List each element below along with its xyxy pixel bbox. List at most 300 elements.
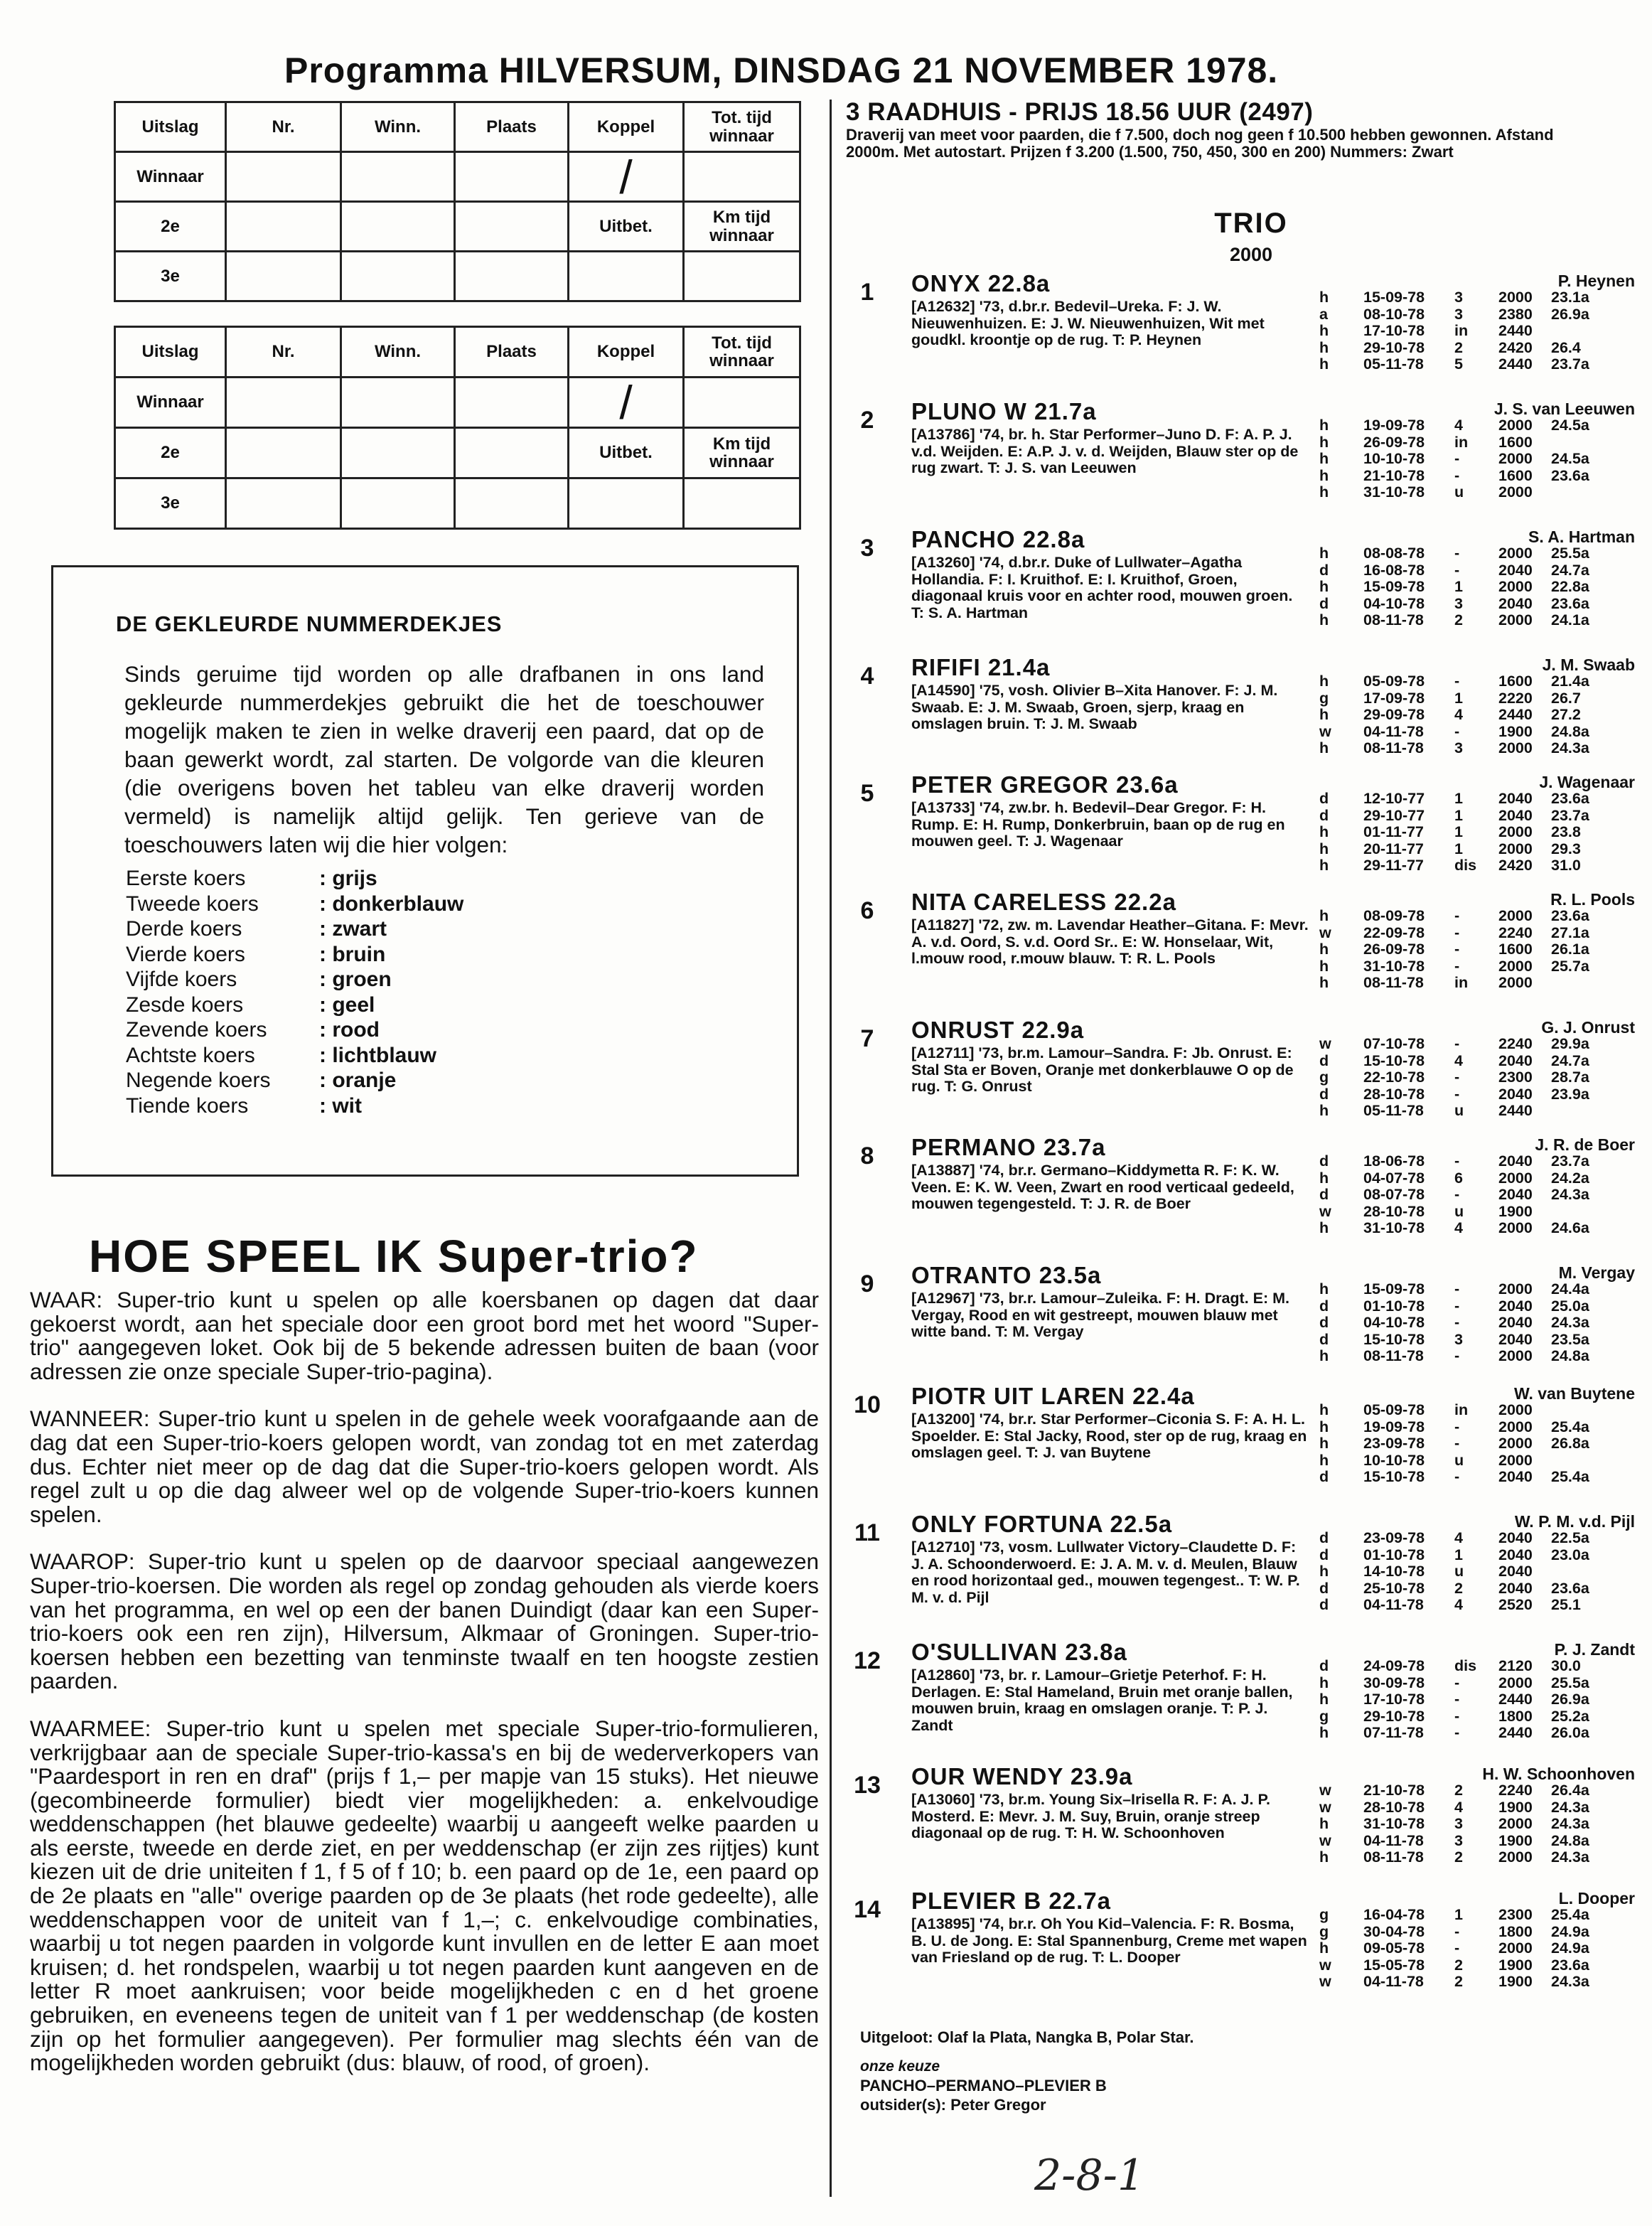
- result-pl: u: [1454, 1202, 1464, 1220]
- result-pl: -: [1454, 545, 1460, 562]
- result-dt: 04-07-78: [1363, 1169, 1425, 1187]
- result-row: [1319, 356, 1608, 373]
- result-tm: 24.5a: [1551, 417, 1589, 434]
- result-tr: w: [1319, 1798, 1331, 1816]
- result-pl: 3: [1454, 594, 1463, 612]
- result-dt: 01-10-78: [1363, 1297, 1425, 1315]
- cell-empty: [341, 152, 455, 202]
- result-tm: 24.7a: [1551, 1052, 1589, 1069]
- result-tm: 24.8a: [1551, 722, 1589, 740]
- result-tm: 23.6a: [1551, 907, 1589, 924]
- result-ds: 2000: [1498, 483, 1533, 501]
- result-tr: d: [1319, 594, 1329, 612]
- result-dt: 22-10-78: [1363, 1069, 1425, 1086]
- result-tm: 26.9a: [1551, 1691, 1589, 1708]
- result-dt: 10-10-78: [1363, 1451, 1425, 1469]
- result-row: [1319, 1053, 1608, 1070]
- result-pl: 4: [1454, 1052, 1463, 1069]
- result-tm: 29.9a: [1551, 1035, 1589, 1052]
- result-tr: h: [1319, 545, 1329, 562]
- result-pl: -: [1454, 1085, 1460, 1103]
- result-tr: h: [1319, 433, 1329, 451]
- result-tr: d: [1319, 806, 1329, 824]
- result-tm: 24.3a: [1551, 1973, 1589, 1990]
- result-pl: -: [1454, 1674, 1460, 1691]
- result-dt: 31-10-78: [1363, 957, 1425, 975]
- horse-results: [1319, 1658, 1608, 1742]
- color-row: [126, 1068, 463, 1093]
- result-tm: 27.2: [1551, 706, 1581, 723]
- horse-entry: [846, 270, 1642, 377]
- result-pl: -: [1454, 1922, 1460, 1940]
- result-dt: 15-10-78: [1363, 1468, 1425, 1485]
- horse-description: [A12710] '73, vosm. Lullwater Victory–Claudette D. F: J. A. Schoonderwoerd. E: J. A. M. v. d. Meulen, Blauw en rood horizontaal ged., mouwen tegengest.. T: W. P. M. v. d. Pijl: [911, 1539, 1300, 1606]
- result-pl: 4: [1454, 1529, 1463, 1546]
- result-ds: 2000: [1498, 1169, 1533, 1187]
- result-tr: h: [1319, 322, 1329, 339]
- result-pl: -: [1454, 941, 1460, 958]
- horse-name: OUR WENDY 23.9a: [911, 1763, 1133, 1789]
- result-tr: d: [1319, 790, 1329, 807]
- result-pl: -: [1454, 1418, 1460, 1435]
- result-ds: 2040: [1498, 1314, 1533, 1331]
- result-tr: w: [1319, 1831, 1331, 1849]
- result-tm: 29.3: [1551, 840, 1581, 857]
- result-tr: a: [1319, 305, 1328, 323]
- result-dt: 23-09-78: [1363, 1435, 1425, 1452]
- result-ds: 1900: [1498, 1202, 1533, 1220]
- horse-results: [1319, 673, 1608, 757]
- cell-empty: [684, 152, 800, 202]
- result-row: [1319, 1435, 1608, 1452]
- result-tm: 25.7a: [1551, 957, 1589, 975]
- result-tm: 23.6a: [1551, 466, 1589, 484]
- race-description: Draverij van meet voor paarden, die f 7.500, doch nog geen f 10.500 hebben gewonnen. Afstand 2000m. Met autostart. Prijzen f 3.200 (1.500, 750, 450, 300 en 200) Nummers: Zwart: [846, 126, 1554, 161]
- result-tr: d: [1319, 1468, 1329, 1485]
- supertrio-body: [30, 1288, 819, 2099]
- result-row: [1319, 1782, 1608, 1799]
- cell-empty: [226, 428, 341, 478]
- result-tm: 21.4a: [1551, 673, 1589, 690]
- color-row: [126, 866, 463, 892]
- result-row: [1319, 1036, 1608, 1053]
- horse-name: ONLY FORTUNA 22.5a: [911, 1511, 1173, 1537]
- result-tr: d: [1319, 1579, 1329, 1597]
- result-tr: h: [1319, 338, 1329, 356]
- result-row: [1319, 1940, 1608, 1957]
- result-ds: 2440: [1498, 1691, 1533, 1708]
- result-pl: -: [1454, 1347, 1460, 1364]
- result-tm: 23.6a: [1551, 1956, 1589, 1974]
- result-ds: 2000: [1498, 1815, 1533, 1832]
- result-tr: h: [1319, 1674, 1329, 1691]
- horse-trainer: J. S. van Leeuwen: [1493, 400, 1635, 418]
- result-tm: 24.3a: [1551, 1848, 1589, 1866]
- result-pl: -: [1454, 673, 1460, 690]
- result-tr: h: [1319, 1280, 1329, 1297]
- horse-number: 2: [860, 407, 874, 434]
- result-row: [1319, 958, 1608, 975]
- result-dt: 15-05-78: [1363, 1956, 1425, 1974]
- result-pl: -: [1454, 450, 1460, 467]
- result-ds: 2040: [1498, 1052, 1533, 1069]
- result-row: [1319, 808, 1608, 825]
- row-3e: 3e: [115, 252, 226, 301]
- result-tr: h: [1319, 1347, 1329, 1364]
- result-pl: 3: [1454, 739, 1463, 756]
- result-pl: u: [1454, 1451, 1464, 1469]
- result-dt: 26-09-78: [1363, 941, 1425, 958]
- kleur-value: : donkerblauw: [319, 892, 464, 916]
- result-tm: 31.0: [1551, 857, 1581, 874]
- result-dt: 17-10-78: [1363, 322, 1425, 339]
- cell-empty: [226, 252, 341, 301]
- result-ds: 2040: [1498, 1546, 1533, 1563]
- result-ds: 1600: [1498, 941, 1533, 958]
- result-dt: 31-10-78: [1363, 1815, 1425, 1832]
- result-ds: 2000: [1498, 578, 1533, 595]
- cell-empty: [341, 378, 455, 428]
- paragraph-waarmee: WAARMEE: Super-trio kunt u spelen met speciale Super-trio-formulieren, verkrijgbaar aan de speciale Super-trio-kassa's en bij de wederverkopers van "Paardesport in ren en draf" (prijs f 1,– per mapje van 15 stuks). Het nieuwe (gecombineerde formulier) biedt vier mogelijkheden: a. enkelvoudige weddenschappen (het blauwe gedeelte) waarbij u aangeeft welke paarden u als eerste, tweede en derde ziet, en per weddenschap (er zijn zes rijtjes) kunt kiezen uit de drie uniteiten f 1, f 5 of f 10; b. een paard op de 1e, een paard op de 2e plaats en "alle" overige paarden op de 3e plaats (het rode gedeelte), alle weddenschappen voor de uniteit van f 1,–; c. enkelvoudige combinaties, waarbij u tot negen paarden in volgorde kunt invullen en de letter E aan moet kruisen; d. het rondspelen, waarbij u tot negen paarden kunt aangeven en de letter R moet aankruisen; voor beide mogelijkheden c en d het groene gebruiken, en eveneens tegen de uniteit van f 1 per weddenschap (de kosten zijn op het formulier aangegeven). Per formulier mag slechts één van de mogelijkheden worden gebruikt (dus: blauw, of rood, of groen).: [30, 1715, 819, 2076]
- result-ds: 2000: [1498, 545, 1533, 562]
- horse-name: PETER GREGOR 23.6a: [911, 771, 1179, 798]
- horse-description: [A13895] '74, br.r. Oh You Kid–Valencia. F: R. Bosma, B. U. de Jong. E: Stal Spannenburg, Creme met wapen van Friesland op de rug. T: L. Dooper: [911, 1915, 1307, 1966]
- koers-label: Zesde koers: [126, 992, 244, 1017]
- result-tr: h: [1319, 289, 1329, 306]
- box-title: DE GEKLEURDE NUMMERDEKJES: [116, 611, 503, 636]
- result-ds: 2440: [1498, 706, 1533, 723]
- result-dt: 04-11-78: [1363, 722, 1424, 740]
- result-dt: 21-10-78: [1363, 1782, 1425, 1799]
- result-tm: 25.4a: [1551, 1418, 1589, 1435]
- result-dt: 21-10-78: [1363, 466, 1425, 484]
- color-row: [126, 1043, 463, 1069]
- color-row: [126, 892, 463, 917]
- result-row: [1319, 1220, 1608, 1237]
- result-tm: 24.3a: [1551, 1314, 1589, 1331]
- header-koppel: Koppel: [569, 102, 684, 152]
- result-pl: dis: [1454, 1657, 1477, 1674]
- horse-number: 11: [854, 1519, 880, 1546]
- horse-trainer: P. J. Zandt: [1554, 1640, 1635, 1659]
- horse-number: 1: [860, 279, 874, 306]
- horse-description: [A14590] '75, vosh. Olivier B–Xita Hanover. F: J. M. Swaab. E: J. M. Swaab, Groen, sjerp, kraag en omslagen bruin. T: J. M. Swaab: [911, 682, 1278, 732]
- result-tm: 22.5a: [1551, 1529, 1589, 1546]
- result-ds: 2040: [1498, 1152, 1533, 1170]
- header-winn: Winn.: [341, 102, 455, 152]
- result-dt: 08-11-78: [1363, 1848, 1424, 1866]
- kleur-value: : wit: [319, 1093, 362, 1118]
- result-ds: 2420: [1498, 857, 1533, 874]
- result-tr: g: [1319, 1922, 1329, 1940]
- result-ds: 2040: [1498, 1330, 1533, 1348]
- result-ds: 2040: [1498, 806, 1533, 824]
- cell-empty: [569, 252, 684, 301]
- result-dt: 18-06-78: [1363, 1152, 1425, 1170]
- result-row: [1319, 1170, 1608, 1187]
- result-pl: -: [1454, 1691, 1460, 1708]
- result-tr: g: [1319, 1707, 1329, 1725]
- result-pl: -: [1454, 907, 1460, 924]
- result-tr: d: [1319, 1546, 1329, 1563]
- result-row: [1319, 289, 1608, 306]
- header-uitslag: Uitslag: [115, 102, 226, 152]
- result-tr: d: [1319, 1314, 1329, 1331]
- koers-label: Derde koers: [126, 917, 242, 941]
- horse-trainer: W. van Buytene: [1514, 1384, 1635, 1403]
- horse-description: [A13733] '74, zw.br. h. Bedevil–Dear Gregor. F: H. Rump. E: H. Rump, Donkerbruin, baan op de rug en mouwen geel. T: J. Wagenaar: [911, 799, 1285, 850]
- result-ds: 2000: [1498, 1219, 1533, 1236]
- kleur-value: : zwart: [319, 917, 387, 941]
- horse-name: ONYX 22.8a: [911, 270, 1051, 296]
- result-tr: d: [1319, 1297, 1329, 1315]
- horse-trainer: S. A. Hartman: [1528, 528, 1635, 546]
- result-row: [1319, 1597, 1608, 1614]
- result-tm: 25.4a: [1551, 1468, 1589, 1485]
- result-pl: 3: [1454, 1330, 1463, 1348]
- result-pl: -: [1454, 1314, 1460, 1331]
- horse-results: [1319, 1036, 1608, 1120]
- result-ds: 2000: [1498, 1939, 1533, 1957]
- header-nr: Nr.: [226, 327, 341, 378]
- cell-empty: [455, 478, 569, 529]
- horse-results: [1319, 1153, 1608, 1237]
- label-km-tijd: Km tijd winnaar: [684, 428, 800, 478]
- result-ds: 2040: [1498, 594, 1533, 612]
- result-tm: 26.4: [1551, 338, 1581, 356]
- result-ds: 2000: [1498, 823, 1533, 840]
- horse-description: [A13060] '73, br.m. Young Six–Irisella R. F: A. J. P. Mosterd. E: Mevr. J. M. Suy, Bruin, oranje streep diagonaal op de rug. T: H. W. Schoonhoven: [911, 1791, 1270, 1841]
- result-tm: 25.5a: [1551, 545, 1589, 562]
- result-dt: 17-10-78: [1363, 1691, 1425, 1708]
- result-tr: h: [1319, 417, 1329, 434]
- result-ds: 1800: [1498, 1922, 1533, 1940]
- result-dt: 29-09-78: [1363, 706, 1425, 723]
- horse-description: [A12632] '73, d.br.r. Bedevil–Ureka. F: J. W. Nieuwenhuizen. E: J. W. Nieuwenhuizen, Wit met goudkl. kroontje op de rug. T: P. Heynen: [911, 298, 1265, 348]
- result-ds: 2000: [1498, 1451, 1533, 1469]
- horse-trainer: J. R. de Boer: [1535, 1135, 1635, 1154]
- result-ds: 2420: [1498, 338, 1533, 356]
- result-tm: 24.5a: [1551, 450, 1589, 467]
- result-pl: 3: [1454, 289, 1463, 306]
- horse-number: 4: [860, 663, 874, 690]
- result-dt: 19-09-78: [1363, 417, 1425, 434]
- result-dt: 28-10-78: [1363, 1202, 1425, 1220]
- cell-empty: [226, 378, 341, 428]
- result-tm: [1551, 1103, 1608, 1120]
- result-tr: h: [1319, 1418, 1329, 1435]
- result-row: [1319, 740, 1608, 757]
- horse-entry: [846, 1763, 1642, 1870]
- result-tm: 23.8: [1551, 823, 1581, 840]
- result-pl: 2: [1454, 338, 1463, 356]
- result-ds: 1800: [1498, 1707, 1533, 1725]
- kleur-value: : grijs: [319, 867, 377, 890]
- result-ds: 2040: [1498, 561, 1533, 579]
- result-pl: -: [1454, 1724, 1460, 1741]
- result-row: [1319, 1069, 1608, 1086]
- result-dt: 14-10-78: [1363, 1563, 1425, 1580]
- result-ds: 2040: [1498, 1297, 1533, 1315]
- result-ds: 2240: [1498, 1782, 1533, 1799]
- result-dt: 19-09-78: [1363, 1418, 1425, 1435]
- result-ds: 2000: [1498, 974, 1533, 991]
- horse-results: [1319, 1907, 1608, 1991]
- trio-title: TRIO: [1214, 208, 1288, 239]
- result-dt: 24-09-78: [1363, 1657, 1425, 1674]
- result-dt: 04-10-78: [1363, 1314, 1425, 1331]
- result-ds: 2240: [1498, 924, 1533, 941]
- cell-empty: [684, 478, 800, 529]
- result-tr: h: [1319, 1691, 1329, 1708]
- horse-results: [1319, 289, 1608, 373]
- result-row: [1319, 1833, 1608, 1850]
- cell-empty: [226, 152, 341, 202]
- horse-entry: [846, 526, 1642, 633]
- paragraph-waarop: WAAROP: Super-trio kunt u spelen op de daarvoor speciaal aangewezen Super-trio-koersen. Die worden als regel op zondag gehouden als vierde koers van het programma, en wel op een der banen Duindigt (daar kan een Super-trio-koers ook een ren zijn), Hilversum, Alkmaar of Groningen. Super-trio-koersen hebben een bezetting van tenminste twaalf en ten hoogste zestien paarden.: [30, 1548, 819, 1694]
- result-pl: -: [1454, 1707, 1460, 1725]
- result-tm: [1551, 1563, 1608, 1580]
- result-dt: 29-10-78: [1363, 1707, 1425, 1725]
- result-pl: in: [1454, 974, 1469, 991]
- horse-entry: [846, 1383, 1642, 1489]
- result-ds: 2040: [1498, 790, 1533, 807]
- outsider: outsider(s): Peter Gregor: [860, 2096, 1046, 2114]
- horse-number: 14: [854, 1896, 881, 1923]
- horse-description: [A13786] '74, br. h. Star Performer–Juno D. F: A. P. J. v.d. Weijden. E: A.P. J. v. d. Weijden, Blauw ster op de rug zwart. T: J. S. van Leeuwen: [911, 426, 1299, 476]
- result-tr: h: [1319, 1169, 1329, 1187]
- koers-label: Vierde koers: [126, 942, 245, 966]
- result-tm: [1551, 484, 1608, 501]
- color-row: [126, 967, 463, 992]
- kleur-value: : rood: [319, 1018, 380, 1042]
- result-dt: 22-09-78: [1363, 924, 1425, 941]
- result-pl: 2: [1454, 1782, 1463, 1799]
- result-tr: h: [1319, 941, 1329, 958]
- result-tm: [1551, 434, 1608, 451]
- result-dt: 08-11-78: [1363, 974, 1424, 991]
- koers-label: Zevende koers: [126, 1018, 267, 1042]
- result-pl: 6: [1454, 1169, 1463, 1187]
- result-dt: 12-10-77: [1363, 790, 1425, 807]
- horse-entry: [846, 398, 1642, 505]
- result-ds: 2300: [1498, 1069, 1533, 1086]
- result-tr: w: [1319, 1973, 1331, 1990]
- result-pl: in: [1454, 322, 1469, 339]
- result-ds: 2000: [1498, 289, 1533, 306]
- header-tot-tijd: Tot. tijd winnaar: [684, 327, 800, 378]
- horse-name: NITA CARELESS 22.2a: [911, 889, 1176, 915]
- result-row: [1319, 1469, 1608, 1486]
- result-pl: -: [1454, 466, 1460, 484]
- result-pl: u: [1454, 483, 1464, 501]
- horse-name: PERMANO 23.7a: [911, 1134, 1106, 1160]
- result-ds: 1600: [1498, 673, 1533, 690]
- result-row: [1319, 1153, 1608, 1170]
- result-pl: in: [1454, 1401, 1469, 1418]
- horse-results: [1319, 1281, 1608, 1365]
- result-pl: -: [1454, 924, 1460, 941]
- result-tr: h: [1319, 1939, 1329, 1957]
- result-ds: 1900: [1498, 1956, 1533, 1974]
- result-pl: 3: [1454, 1815, 1463, 1832]
- result-ds: 2000: [1498, 1435, 1533, 1452]
- result-pl: 1: [1454, 1546, 1463, 1563]
- result-row: [1319, 707, 1608, 724]
- result-tr: h: [1319, 974, 1329, 991]
- cell-empty: [455, 428, 569, 478]
- result-ds: 2040: [1498, 1579, 1533, 1597]
- horse-description: [A13200] '74, br.r. Star Performer–Ciconia S. F: A. H. L. Spoelder. E: Stal Jacky, Rood, ster op de rug, kraag en omslagen geel. T: J. van Buytene: [911, 1411, 1307, 1461]
- horse-name: PLUNO W 21.7a: [911, 398, 1097, 424]
- result-dt: 31-10-78: [1363, 1219, 1425, 1236]
- label-uitbet: Uitbet.: [569, 428, 684, 478]
- paragraph-waar: WAAR: Super-trio kunt u spelen op alle koersbanen op dagen dat daar gekoerst wordt, aan het speciale door een groot bord met het woord "Super-trio" aangegeven loket. Ook bij de 5 bekende adressen buiten de baan (voor adressen zie onze speciale Super-trio-pagina).: [30, 1287, 819, 1384]
- result-ds: 2040: [1498, 1186, 1533, 1203]
- result-pl: -: [1454, 1069, 1460, 1086]
- horse-entry: [846, 771, 1642, 878]
- result-dt: 15-09-78: [1363, 1280, 1425, 1297]
- result-row: [1319, 791, 1608, 808]
- box-text: Sinds geruime tijd worden op alle drafbanen in ons land gekleurde nummerdekjes gebruikt die het de toeschouwer mogelijk maken te zien in welke draverij een paard, dat op de baan gewerkt wordt, zal starten. De volgorde van die kleuren (die overigens boven het tableu van elke draverij worden vermeld) is namelijk altijd gelijk. Ten gerieve van de toeschouwers laten wij die hier volgen:: [124, 661, 764, 857]
- result-ds: 2000: [1498, 417, 1533, 434]
- result-tr: g: [1319, 689, 1329, 707]
- colored-numbers-box: [51, 565, 799, 1177]
- result-tm: 28.7a: [1551, 1069, 1589, 1086]
- result-row: [1319, 824, 1608, 841]
- result-tr: h: [1319, 1724, 1329, 1741]
- result-pl: 3: [1454, 305, 1463, 323]
- result-tr: h: [1319, 355, 1329, 373]
- result-pl: -: [1454, 561, 1460, 579]
- result-tr: g: [1319, 1906, 1329, 1923]
- result-tr: w: [1319, 722, 1331, 740]
- kleur-value: : groen: [319, 968, 392, 991]
- result-dt: 28-10-78: [1363, 1798, 1425, 1816]
- result-row: [1319, 1530, 1608, 1547]
- horse-number: 6: [860, 897, 874, 924]
- result-tr: h: [1319, 578, 1329, 595]
- horse-description: [A12967] '73, br.r. Lamour–Zuleika. F: H. Dragt. E: M. Vergay, Rood en wit gestreept, mouwen blauw met witte band. T: M. Vergay: [911, 1290, 1290, 1340]
- horse-name: PANCHO 22.8a: [911, 526, 1085, 552]
- header-plaats: Plaats: [455, 102, 569, 152]
- cell-empty: [569, 478, 684, 529]
- result-row: [1319, 1974, 1608, 1991]
- koers-label: Achtste koers: [126, 1043, 255, 1067]
- race-title: 3 RAADHUIS - PRIJS 18.56 UUR (2497): [846, 98, 1314, 126]
- result-tr: h: [1319, 450, 1329, 467]
- result-pl: u: [1454, 1563, 1464, 1580]
- result-pl: -: [1454, 1939, 1460, 1957]
- result-tm: 26.4a: [1551, 1782, 1589, 1799]
- result-row: [1319, 1675, 1608, 1692]
- result-tm: [1551, 1204, 1608, 1221]
- horse-name: ONRUST 22.9a: [911, 1017, 1085, 1043]
- color-row: [126, 942, 463, 968]
- result-pl: 4: [1454, 1596, 1463, 1613]
- result-ds: 2440: [1498, 322, 1533, 339]
- result-tr: h: [1319, 1102, 1329, 1119]
- result-dt: 08-09-78: [1363, 907, 1425, 924]
- result-tm: 26.1a: [1551, 941, 1589, 958]
- header-plaats: Plaats: [455, 327, 569, 378]
- result-pl: 1: [1454, 840, 1463, 857]
- row-3e: 3e: [115, 478, 226, 529]
- result-dt: 01-11-77: [1363, 823, 1424, 840]
- result-ds: 1600: [1498, 466, 1533, 484]
- result-table-2: [114, 326, 801, 530]
- result-row: [1319, 596, 1608, 613]
